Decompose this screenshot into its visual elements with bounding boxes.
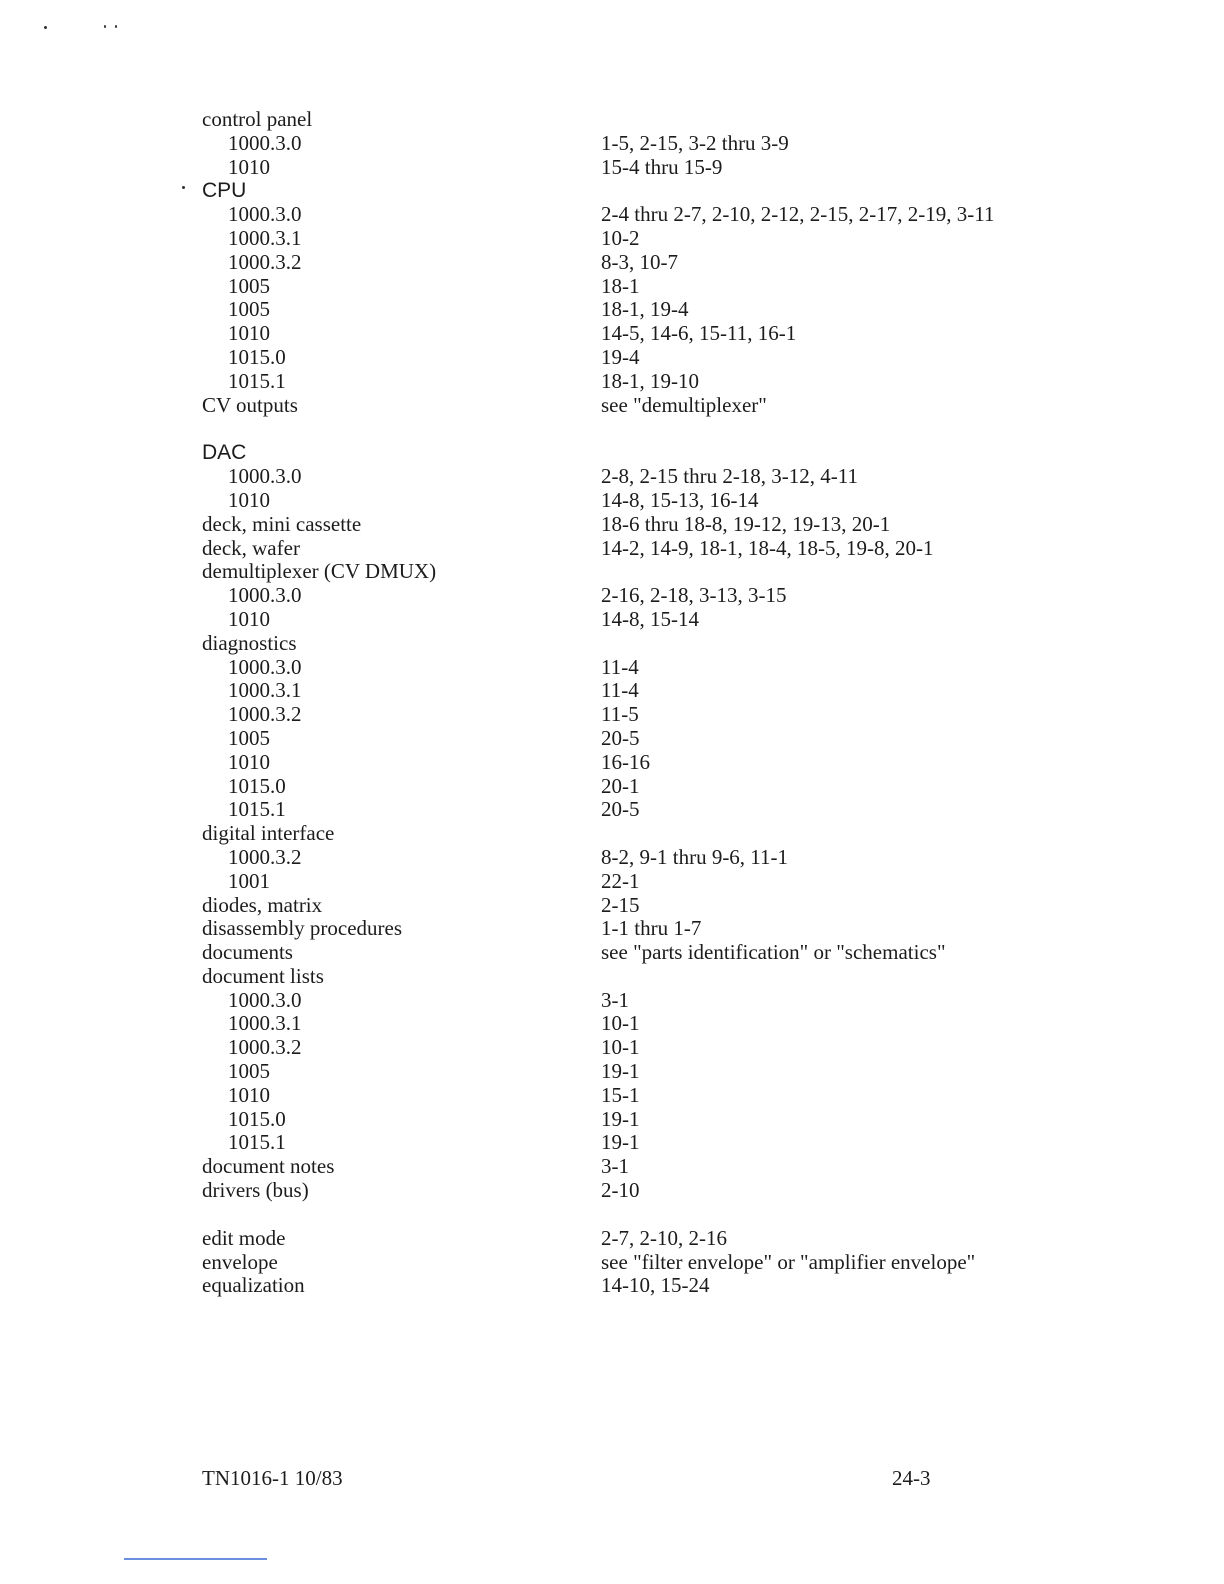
page-references: 18-6 thru 18-8, 19-12, 19-13, 20-1 [601,511,891,536]
index-subterm: 1005 [228,297,270,322]
page-references: 15-1 [601,1082,640,1107]
page-references: 14-5, 14-6, 15-11, 16-1 [601,321,797,346]
index-subterm: 1010 [228,487,270,512]
index-entry [202,370,1142,394]
scan-speck [115,25,117,28]
index-subterm: 1015.0 [228,344,286,369]
index-entry [202,1155,1142,1179]
index-term: document notes [202,1154,335,1179]
page-references: see "demultiplexer" [601,392,767,417]
page-references: 11-5 [601,702,639,727]
index-subterm: 1015.0 [228,773,286,798]
index-subterm: 1000.3.2 [228,844,302,869]
index-subterm: 1000.3.0 [228,130,302,155]
index-entry [202,798,1142,822]
index-entry [202,632,1142,656]
document-id: TN1016-1 10/83 [202,1466,343,1490]
index-subterm: 1000.3.0 [228,464,302,489]
index-entry [202,1131,1142,1155]
page-references: 14-8, 15-13, 16-14 [601,487,759,512]
index-term: drivers (bus) [202,1178,309,1203]
index-subterm: 1000.3.2 [228,702,302,727]
index-entry [202,203,1142,227]
index-term: CPU [202,179,247,203]
index-term: demultiplexer (CV DMUX) [202,559,437,584]
index-entry [202,275,1142,299]
index-entry [202,965,1142,989]
index-subterm: 1015.0 [228,1106,286,1131]
page-references: 18-1 [601,273,640,298]
index-entry [202,1274,1142,1298]
index-subterm: 1000.3.0 [228,583,302,608]
index-subterm: 1010 [228,1082,270,1107]
index-term: digital interface [202,821,335,846]
index-subterm: 1001 [228,868,270,893]
index-term: document lists [202,963,324,988]
index-term: deck, wafer [202,535,300,560]
index-entry [202,1251,1142,1275]
page-references: 10-1 [601,1011,640,1036]
page-references: 2-8, 2-15 thru 2-18, 3-12, 4-11 [601,464,859,489]
index-entry [202,679,1142,703]
page-references: 20-5 [601,725,640,750]
index-subterm: 1005 [228,273,270,298]
page-references: 1-1 thru 1-7 [601,916,702,941]
index-term: disassembly procedures [202,916,403,941]
index-subterm: 1000.3.2 [228,1035,302,1060]
index-entry [202,441,1142,465]
page-references: 16-16 [601,749,650,774]
page-references: 2-7, 2-10, 2-16 [601,1225,727,1250]
index-entry [202,1084,1142,1108]
index-subterm: 1010 [228,321,270,346]
index-entry [202,346,1142,370]
page-references: see "parts identification" or "schematics" [601,940,946,965]
index-entry [202,894,1142,918]
index-term: edit mode [202,1225,286,1250]
index-subterm: 1000.3.1 [228,1011,302,1036]
index-entry [202,846,1142,870]
index-subterm: 1015.1 [228,368,286,393]
page-references: 10-2 [601,225,640,250]
index-subterm: 1000.3.0 [228,654,302,679]
index-entry [202,298,1142,322]
index-entry [202,1108,1142,1132]
index-entry [202,251,1142,275]
page-references: 1-5, 2-15, 3-2 thru 3-9 [601,130,789,155]
index-list [202,108,1142,1298]
page-references: 20-1 [601,773,640,798]
index-term: equalization [202,1273,305,1298]
index-term: envelope [202,1249,278,1274]
index-entry [202,537,1142,561]
index-entry [202,1012,1142,1036]
index-term: DAC [202,441,247,465]
page-references: 14-8, 15-14 [601,606,699,631]
scan-speck [44,26,47,29]
index-subterm: 1015.1 [228,1130,286,1155]
page-references: see "filter envelope" or "amplifier envelope" [601,1249,976,1274]
index-entry [202,1036,1142,1060]
index-entry [202,751,1142,775]
scan-speck [104,25,106,28]
page-references: 2-15 [601,892,640,917]
index-term: documents [202,940,293,965]
page-references: 2-10 [601,1178,640,1203]
index-entry [202,656,1142,680]
index-subterm: 1010 [228,606,270,631]
index-entry [202,1227,1142,1251]
index-entry [202,227,1142,251]
index-subterm: 1005 [228,725,270,750]
index-entry [202,132,1142,156]
page-references: 22-1 [601,868,640,893]
index-subterm: 1010 [228,154,270,179]
index-entry [202,608,1142,632]
index-entry [202,584,1142,608]
page-references: 20-5 [601,797,640,822]
index-entry [202,775,1142,799]
index-entry [202,727,1142,751]
page-references: 2-4 thru 2-7, 2-10, 2-12, 2-15, 2-17, 2-19, 3-11 [601,202,995,227]
index-entry [202,917,1142,941]
index-entry [202,1179,1142,1203]
index-entry [202,703,1142,727]
page-references: 19-4 [601,344,640,369]
index-entry [202,1060,1142,1084]
index-term: control panel [202,107,313,131]
index-subterm: 1000.3.1 [228,678,302,703]
page-references: 11-4 [601,678,639,703]
page-references: 15-4 thru 15-9 [601,154,723,179]
page-references: 3-1 [601,987,629,1012]
index-term: deck, mini cassette [202,511,362,536]
index-subterm: 1000.3.0 [228,987,302,1012]
page-references: 11-4 [601,654,639,679]
index-subterm: 1000.3.2 [228,249,302,274]
page-references: 8-2, 9-1 thru 9-6, 11-1 [601,844,789,869]
bottom-edge-line [124,1558,267,1560]
index-entry [202,108,1142,132]
page-references: 19-1 [601,1130,640,1155]
page-references: 18-1, 19-4 [601,297,689,322]
index-entry [202,941,1142,965]
page-references: 3-1 [601,1154,629,1179]
index-entry [202,560,1142,584]
index-subterm: 1000.3.0 [228,202,302,227]
index-entry [202,322,1142,346]
page-references: 2-16, 2-18, 3-13, 3-15 [601,583,787,608]
index-entry [202,465,1142,489]
index-term: CV outputs [202,392,298,417]
index-entry [202,156,1142,180]
index-entry [202,394,1142,418]
page-references: 19-1 [601,1106,640,1131]
page-references: 19-1 [601,1059,640,1084]
index-term: diodes, matrix [202,892,323,917]
index-subterm: 1015.1 [228,797,286,822]
scan-speck [182,186,185,189]
index-entry [202,989,1142,1013]
index-entry [202,513,1142,537]
page-number: 24-3 [892,1466,931,1490]
index-entry [202,822,1142,846]
index-subterm: 1010 [228,749,270,774]
page-references: 10-1 [601,1035,640,1060]
index-entry [202,870,1142,894]
page-references: 14-2, 14-9, 18-1, 18-4, 18-5, 19-8, 20-1 [601,535,934,560]
index-entry [202,489,1142,513]
index-entry [202,179,1142,203]
index-term: diagnostics [202,630,297,655]
index-subterm: 1005 [228,1059,270,1084]
page-references: 8-3, 10-7 [601,249,678,274]
index-subterm: 1000.3.1 [228,225,302,250]
page-references: 18-1, 19-10 [601,368,699,393]
page-references: 14-10, 15-24 [601,1273,710,1298]
